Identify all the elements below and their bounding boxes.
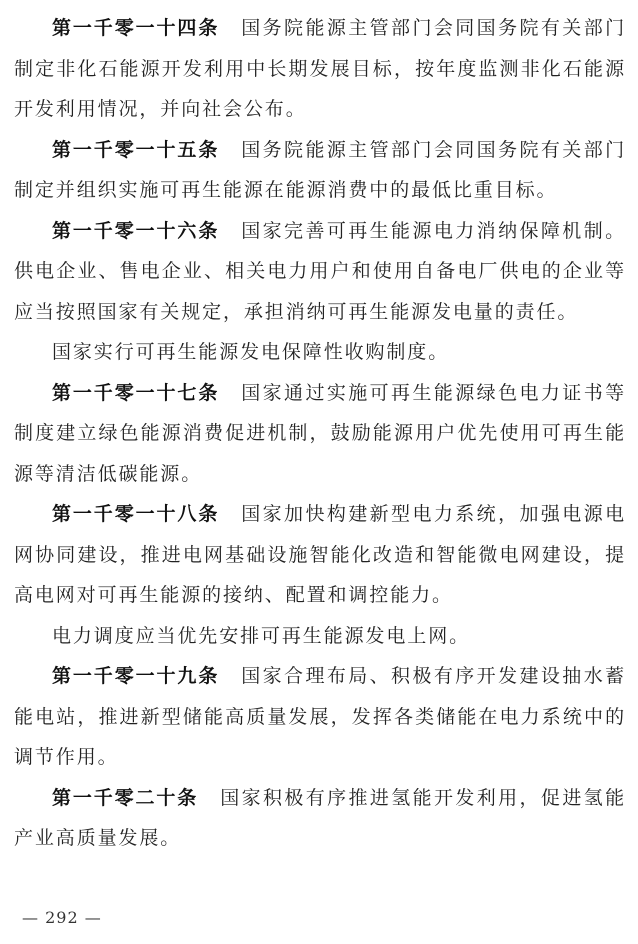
article-text: 国家加快构建新型电力系统，加强电源电网协同建设，推进电网基础设施智能化改造和智能微电网建设，提高电网对可再生能源的接纳、配置和调控能力。: [14, 503, 626, 606]
article-heading: 第一千零一十八条: [52, 503, 220, 525]
article-1016: [14, 211, 626, 333]
article-1018-paragraph-2: [14, 616, 626, 657]
article-1017: [14, 373, 626, 495]
article-text: 国务院能源主管部门会同国务院有关部门制定非化石能源开发利用中长期发展目标，按年度监测非化石能源开发利用情况，并向社会公布。: [14, 17, 626, 120]
page-number: — 292 —: [22, 908, 102, 927]
article-1016-paragraph-2: [14, 332, 626, 373]
article-1014: [14, 8, 626, 130]
article-1019: [14, 656, 626, 778]
article-1015: [14, 130, 626, 211]
article-text: 国家实行可再生能源发电保障性收购制度。: [52, 341, 450, 363]
article-heading: 第一千零一十四条: [52, 17, 220, 39]
article-1018: [14, 494, 626, 616]
article-text: 电力调度应当优先安排可再生能源发电上网。: [52, 624, 471, 647]
article-1020: [14, 778, 626, 859]
document-page: [14, 8, 626, 859]
article-heading: 第一千零一十六条: [52, 219, 220, 242]
article-text: 国务院能源主管部门会同国务院有关部门制定并组织实施可再生能源在能源消费中的最低比重目标。: [14, 138, 626, 201]
article-heading: 第一千零一十七条: [52, 381, 220, 404]
article-heading: 第一千零一十九条: [52, 665, 220, 687]
article-text: 国家通过实施可再生能源绿色电力证书等制度建立绿色能源消费促进机制，鼓励能源用户优先使用可再生能源等清洁低碳能源。: [14, 381, 626, 485]
article-heading: 第一千零二十条: [52, 786, 199, 809]
article-text: 国家合理布局、积极有序开发建设抽水蓄能电站，推进新型储能高质量发展，发挥各类储能在电力系统中的调节作用。: [14, 665, 626, 768]
article-heading: 第一千零一十五条: [52, 138, 220, 161]
article-text: 国家完善可再生能源电力消纳保障机制。供电企业、售电企业、相关电力用户和使用自备电厂供电的企业等应当按照国家有关规定，承担消纳可再生能源发电量的责任。: [14, 219, 626, 323]
article-text: 国家积极有序推进氢能开发利用，促进氢能产业高质量发展。: [14, 786, 626, 849]
